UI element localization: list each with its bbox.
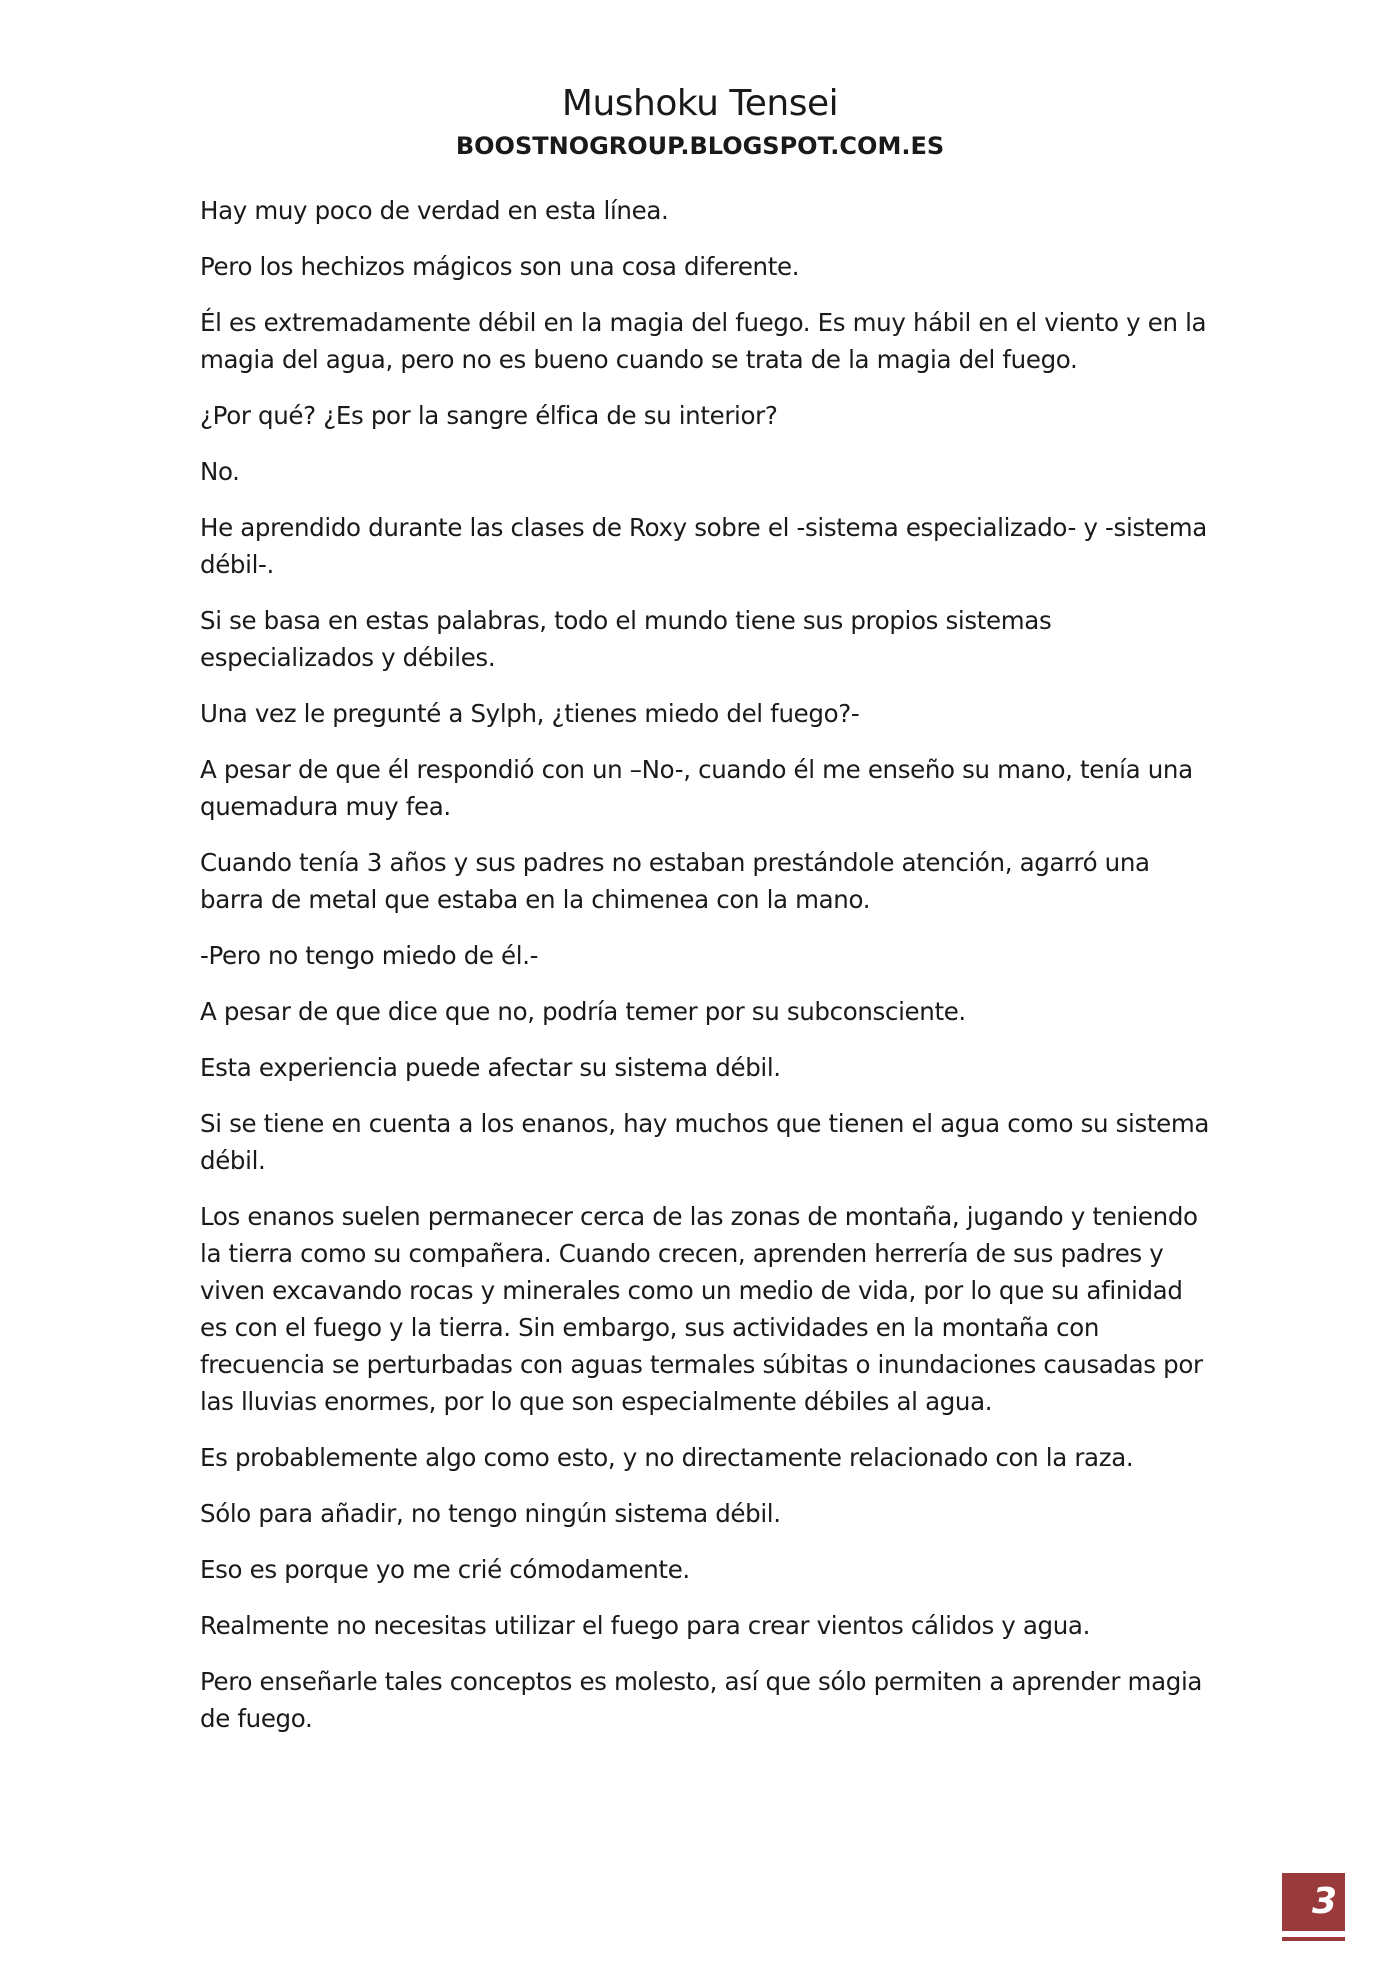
paragraph: Hay muy poco de verdad en esta línea. (200, 196, 669, 225)
page-number-underline (1282, 1937, 1345, 1941)
book-title: Mushoku Tensei (561, 83, 839, 124)
paragraph: Si se tiene en cuenta a los enanos, hay muchos que tienen el agua como su sistema débil. (200, 1109, 1210, 1175)
paragraph: No. (200, 457, 240, 486)
paragraph: Realmente no necesitas utilizar el fuego para crear vientos cálidos y agua. (200, 1611, 1091, 1640)
paragraph: ¿Por qué? ¿Es por la sangre élfica de su interior? (200, 401, 778, 430)
paragraph: Es probablemente algo como esto, y no directamente relacionado con la raza. (200, 1443, 1134, 1472)
paragraph: Pero los hechizos mágicos son una cosa diferente. (200, 252, 800, 281)
paragraph: Sólo para añadir, no tengo ningún sistema débil. (200, 1499, 781, 1528)
paragraph: Él es extremadamente débil en la magia del fuego. Es muy hábil en el viento y en la magia del agua, pero no es bueno cuando se trata de la magia del fuego. (200, 308, 1207, 374)
paragraph: A pesar de que él respondió con un –No-, cuando él me enseño su mano, tenía una quemadura muy fea. (200, 755, 1193, 821)
body-text (200, 192, 1210, 1756)
site-url: BOOSTNOGROUP.BLOGSPOT.COM.ES (455, 132, 945, 160)
paragraph: Los enanos suelen permanecer cerca de las zonas de montaña, jugando y teniendo la tierra como su compañera. Cuando crecen, aprenden herrería de sus padres y viven excavando rocas y minerales como un medio de vida, por lo que su afinidad es con el fuego y la tierra. Sin embargo, sus actividades en la montaña con frecuencia se perturbadas con aguas termales súbitas o inundaciones causadas por las lluvias enormes, por lo que son especialmente débiles al agua. (200, 1202, 1203, 1416)
paragraph: Pero enseñarle tales conceptos es molesto, así que sólo permiten a aprender magia de fuego. (200, 1667, 1203, 1733)
paragraph: -Pero no tengo miedo de él.- (200, 941, 539, 970)
paragraph: A pesar de que dice que no, podría temer por su subconsciente. (200, 997, 966, 1026)
page-number: 3 (1282, 1873, 1345, 1931)
paragraph: Cuando tenía 3 años y sus padres no estaban prestándole atención, agarró una barra de metal que estaba en la chimenea con la mano. (200, 848, 1150, 914)
page-header (0, 82, 1400, 162)
paragraph: He aprendido durante las clases de Roxy sobre el -sistema especializado- y -sistema débil-. (200, 513, 1207, 579)
paragraph: Esta experiencia puede afectar su sistema débil. (200, 1053, 781, 1082)
paragraph: Eso es porque yo me crié cómodamente. (200, 1555, 690, 1584)
paragraph: Si se basa en estas palabras, todo el mundo tiene sus propios sistemas especializados y débiles. (200, 606, 1052, 672)
paragraph: Una vez le pregunté a Sylph, ¿tienes miedo del fuego?- (200, 699, 860, 728)
